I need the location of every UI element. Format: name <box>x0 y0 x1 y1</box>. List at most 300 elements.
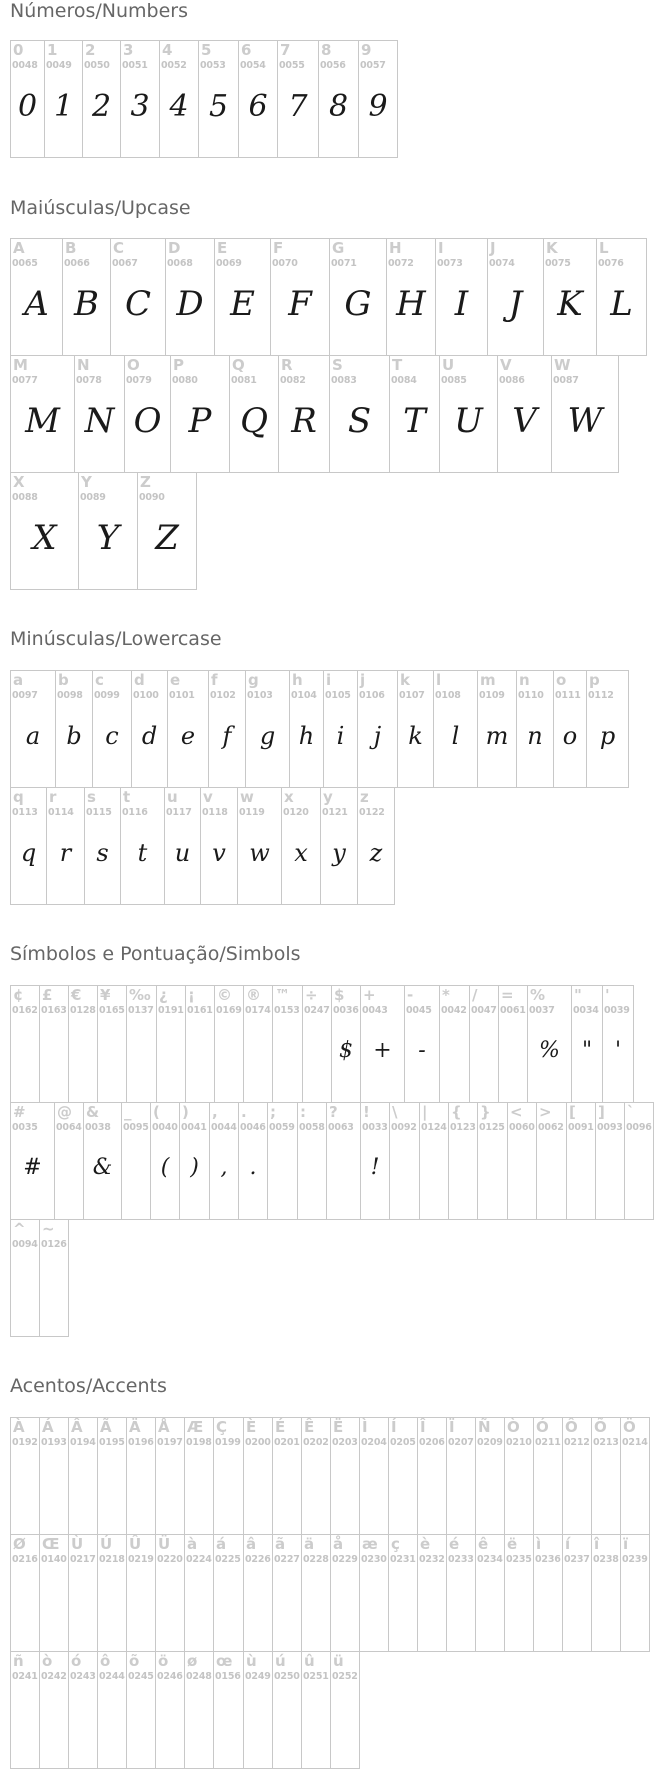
glyph-sample: - <box>418 1037 426 1063</box>
char-code: 0045 <box>406 1005 432 1016</box>
glyph-cell-0108 <box>433 670 478 788</box>
glyph-label: Ñ <box>478 1418 491 1436</box>
char-code: 0205 <box>390 1437 416 1448</box>
glyph-sample: C <box>124 284 151 325</box>
glyph-cell-0209 <box>475 1417 505 1535</box>
glyph-cell-0039 <box>602 985 634 1103</box>
glyph-sample: r <box>59 838 72 867</box>
glyph-label: # <box>13 1103 26 1121</box>
glyph-cell-0034 <box>571 985 603 1103</box>
glyph-cell-0061 <box>498 985 528 1103</box>
char-code: 0055 <box>279 60 305 71</box>
char-code: 0112 <box>588 690 614 701</box>
glyph-cell-0229 <box>330 1534 360 1652</box>
glyph-cell-0088 <box>10 472 79 590</box>
char-code: 0200 <box>245 1437 271 1448</box>
glyph-sample: N <box>84 401 115 442</box>
glyph-label: $ <box>334 986 345 1004</box>
glyph-label: é <box>449 1535 460 1553</box>
char-code: 0092 <box>391 1122 417 1133</box>
char-code: 0053 <box>200 60 226 71</box>
glyph-label: x <box>284 788 294 806</box>
char-code: 0062 <box>538 1122 564 1133</box>
char-code: 0051 <box>122 60 148 71</box>
glyph-cell-0162 <box>10 985 40 1103</box>
glyph-label: ò <box>42 1652 53 1670</box>
char-code: 0211 <box>535 1437 561 1448</box>
char-code: 0064 <box>56 1122 82 1133</box>
glyph-label: Å <box>158 1418 170 1436</box>
glyph-cell-0042 <box>439 985 470 1103</box>
glyph-label: Í <box>391 1418 397 1436</box>
glyph-label: í <box>565 1535 571 1553</box>
glyph-label: B <box>65 239 77 257</box>
glyph-label: & <box>86 1103 100 1121</box>
char-code: 0083 <box>331 375 357 386</box>
char-code: 0228 <box>303 1554 329 1565</box>
char-code: 0059 <box>269 1122 295 1133</box>
glyph-cell-0227 <box>272 1534 302 1652</box>
char-code: 0084 <box>391 375 417 386</box>
glyph-sample: t <box>137 838 148 867</box>
char-code: 0043 <box>362 1005 388 1016</box>
char-code: 0116 <box>122 807 148 818</box>
glyph-cell-0194 <box>68 1417 98 1535</box>
char-code: 0109 <box>479 690 505 701</box>
glyph-sample: B <box>74 284 99 325</box>
glyph-sample: l <box>451 721 460 750</box>
glyph-cell-0205 <box>388 1417 418 1535</box>
glyph-sample: 4 <box>169 88 189 124</box>
glyph-label: g <box>248 671 259 689</box>
glyph-label: ™ <box>275 986 290 1004</box>
glyph-sample: y <box>332 838 346 867</box>
glyph-label: Ã <box>100 1418 112 1436</box>
glyph-cell-0251 <box>301 1651 331 1769</box>
char-code: 0137 <box>128 1005 154 1016</box>
char-code: 0087 <box>553 375 579 386</box>
glyph-label: ë <box>507 1535 518 1553</box>
glyph-label: Î <box>420 1418 426 1436</box>
char-code: 0119 <box>239 807 265 818</box>
glyph-sample: I <box>454 284 469 325</box>
glyph-cell-0169 <box>214 985 244 1103</box>
glyph-sample: H <box>396 284 426 325</box>
glyph-cell-0094 <box>10 1219 40 1337</box>
char-code: 0035 <box>12 1122 38 1133</box>
glyph-label: Ü <box>158 1535 171 1553</box>
glyph-cell-0079 <box>124 355 171 473</box>
glyph-label: 6 <box>241 41 252 59</box>
glyph-label: ê <box>478 1535 489 1553</box>
glyph-cell-0035 <box>10 1102 55 1220</box>
glyph-cell-0059 <box>267 1102 298 1220</box>
glyph-sample: U <box>454 401 483 442</box>
glyph-sample: T <box>403 401 426 442</box>
glyph-label: q <box>13 788 24 806</box>
char-code: 0075 <box>545 258 571 269</box>
glyph-cell-0056 <box>318 40 359 158</box>
glyph-cell-0140 <box>39 1534 69 1652</box>
glyph-label: R <box>281 356 293 374</box>
char-code: 0108 <box>435 690 461 701</box>
glyph-label: Q <box>232 356 245 374</box>
char-code: 0193 <box>41 1437 67 1448</box>
glyph-cell-0113 <box>10 787 47 905</box>
char-code: 0104 <box>291 690 317 701</box>
glyph-cell-0085 <box>439 355 498 473</box>
glyph-cell-0156 <box>213 1651 244 1769</box>
glyph-label: < <box>510 1103 523 1121</box>
glyph-sample: f <box>222 721 232 750</box>
glyph-label: a <box>13 671 24 689</box>
glyph-label: 7 <box>280 41 291 59</box>
glyph-label: Ç <box>216 1418 228 1436</box>
glyph-label: v <box>203 788 213 806</box>
char-code: 0079 <box>126 375 152 386</box>
glyph-cell-0095 <box>121 1102 151 1220</box>
glyph-cell-0224 <box>184 1534 214 1652</box>
char-code: 0128 <box>70 1005 96 1016</box>
char-code: 0216 <box>12 1554 38 1565</box>
glyph-cell-0216 <box>10 1534 40 1652</box>
char-code: 0236 <box>535 1554 561 1565</box>
glyph-cell-0078 <box>74 355 125 473</box>
glyph-cell-0102 <box>208 670 246 788</box>
char-code: 0197 <box>157 1437 183 1448</box>
char-code: 0111 <box>555 690 581 701</box>
glyph-cell-0069 <box>214 238 271 356</box>
glyph-sample: 0 <box>17 88 38 124</box>
char-code: 0094 <box>12 1239 38 1250</box>
glyph-cell-0237 <box>562 1534 592 1652</box>
char-code: 0110 <box>518 690 544 701</box>
glyph-cell-0060 <box>507 1102 537 1220</box>
char-code: 0113 <box>12 807 38 818</box>
glyph-sample: p <box>599 721 616 750</box>
glyph-label: - <box>407 986 414 1004</box>
glyph-label: M <box>13 356 28 374</box>
char-code: 0061 <box>500 1005 526 1016</box>
glyph-cell-0212 <box>562 1417 592 1535</box>
char-code: 0235 <box>506 1554 532 1565</box>
glyph-label: ä <box>304 1535 315 1553</box>
char-code: 0072 <box>388 258 414 269</box>
glyph-cell-0125 <box>477 1102 508 1220</box>
char-code: 0210 <box>506 1437 532 1448</box>
glyph-label: Ò <box>507 1418 520 1436</box>
glyph-sample: A <box>24 284 49 325</box>
char-code: 0078 <box>76 375 102 386</box>
char-code: 0248 <box>186 1671 212 1682</box>
char-code: 0174 <box>245 1005 271 1016</box>
glyph-sample: 1 <box>53 88 74 124</box>
glyph-label: I <box>438 239 444 257</box>
glyph-label: î <box>594 1535 600 1553</box>
glyph-label: O <box>127 356 140 374</box>
glyph-label: Ä <box>129 1418 141 1436</box>
glyph-sample: J <box>508 284 523 325</box>
glyph-cell-0200 <box>243 1417 273 1535</box>
glyph-cell-0043 <box>360 985 405 1103</box>
glyph-label: ( <box>153 1103 160 1121</box>
glyph-label: * <box>442 986 450 1004</box>
glyph-label: ñ <box>13 1652 24 1670</box>
glyph-cell-0218 <box>97 1534 127 1652</box>
glyph-sample: j <box>373 721 382 750</box>
char-code: 0071 <box>331 258 357 269</box>
glyph-cell-0111 <box>553 670 587 788</box>
char-code: 0201 <box>274 1437 300 1448</box>
glyph-label: z <box>360 788 369 806</box>
glyph-cell-0119 <box>237 787 282 905</box>
glyph-cell-0072 <box>386 238 436 356</box>
char-code: 0057 <box>360 60 386 71</box>
glyph-label: À <box>13 1418 25 1436</box>
glyph-cell-0137 <box>126 985 157 1103</box>
glyph-label: V <box>500 356 512 374</box>
char-code: 0203 <box>332 1437 358 1448</box>
glyph-label: ù <box>246 1652 257 1670</box>
char-code: 0225 <box>215 1554 241 1565</box>
glyph-sample: q <box>20 838 37 867</box>
glyph-sample: D <box>176 284 204 325</box>
glyph-label: æ <box>362 1535 378 1553</box>
glyph-cell-0096 <box>624 1102 654 1220</box>
char-code: 0232 <box>419 1554 445 1565</box>
glyph-label: % <box>530 986 546 1004</box>
glyph-label: Á <box>42 1418 54 1436</box>
glyph-label: } <box>480 1103 491 1121</box>
glyph-cell-0124 <box>419 1102 449 1220</box>
glyph-cell-0246 <box>155 1651 185 1769</box>
glyph-label: { <box>451 1103 462 1121</box>
glyph-label: t <box>123 788 131 806</box>
glyph-cell-0044 <box>209 1102 239 1220</box>
glyph-label: ] <box>598 1103 605 1121</box>
glyph-sample: a <box>25 721 41 750</box>
glyph-label: â <box>246 1535 257 1553</box>
glyph-cell-0051 <box>120 40 160 158</box>
glyph-cell-0219 <box>126 1534 156 1652</box>
glyph-label: © <box>217 986 232 1004</box>
glyph-label: 8 <box>321 41 332 59</box>
char-code: 0153 <box>274 1005 300 1016</box>
glyph-cell-0244 <box>97 1651 127 1769</box>
glyph-sample: ' <box>614 1037 622 1063</box>
glyph-cell-0065 <box>10 238 63 356</box>
char-code: 0082 <box>280 375 306 386</box>
char-code: 0047 <box>471 1005 497 1016</box>
glyph-cell-0210 <box>504 1417 534 1535</box>
char-code: 0074 <box>489 258 515 269</box>
glyph-cell-0036 <box>331 985 361 1103</box>
glyph-label: 5 <box>201 41 212 59</box>
char-code: 0039 <box>604 1005 630 1016</box>
char-code: 0238 <box>593 1554 619 1565</box>
glyph-label: ~ <box>42 1220 55 1238</box>
glyph-cell-0070 <box>270 238 330 356</box>
glyph-cell-0050 <box>82 40 121 158</box>
glyph-label: i <box>326 671 332 689</box>
char-code: 0063 <box>328 1122 354 1133</box>
char-code: 0103 <box>247 690 273 701</box>
glyph-label: 4 <box>162 41 173 59</box>
glyph-label: , <box>212 1103 218 1121</box>
char-code: 0198 <box>186 1437 212 1448</box>
char-code: 0041 <box>181 1122 207 1133</box>
char-code: 0251 <box>303 1671 329 1682</box>
char-code: 0226 <box>245 1554 271 1565</box>
glyph-label: L <box>599 239 609 257</box>
glyph-cell-0226 <box>243 1534 273 1652</box>
glyph-label: Æ <box>187 1418 204 1436</box>
glyph-cell-0234 <box>475 1534 505 1652</box>
char-code: 0245 <box>128 1671 154 1682</box>
glyph-sample: G <box>344 284 372 325</box>
char-code: 0060 <box>509 1122 535 1133</box>
glyph-sample: d <box>141 721 158 750</box>
char-code: 0140 <box>41 1554 67 1565</box>
glyph-label: n <box>519 671 530 689</box>
glyph-sample: Y <box>96 518 120 559</box>
char-code: 0037 <box>529 1005 555 1016</box>
char-code: 0242 <box>41 1671 67 1682</box>
char-code: 0244 <box>99 1671 125 1682</box>
glyph-cell-0206 <box>417 1417 447 1535</box>
glyph-cell-0047 <box>469 985 499 1103</box>
char-code: 0249 <box>245 1671 271 1682</box>
section-title: Números/Numbers <box>10 0 188 22</box>
glyph-cell-0122 <box>357 787 395 905</box>
glyph-cell-0110 <box>516 670 554 788</box>
glyph-label: @ <box>57 1103 72 1121</box>
char-code: 0233 <box>448 1554 474 1565</box>
glyph-cell-0204 <box>359 1417 389 1535</box>
glyph-label: ) <box>182 1103 189 1121</box>
char-code: 0247 <box>304 1005 330 1016</box>
char-code: 0196 <box>128 1437 154 1448</box>
char-code: 0194 <box>70 1437 96 1448</box>
glyph-label: K <box>546 239 558 257</box>
glyph-cell-0201 <box>272 1417 302 1535</box>
char-code: 0118 <box>202 807 228 818</box>
glyph-label: u <box>167 788 178 806</box>
glyph-label: Ê <box>304 1418 315 1436</box>
char-code: 0073 <box>437 258 463 269</box>
char-code: 0070 <box>272 258 298 269</box>
glyph-cell-0087 <box>551 355 619 473</box>
glyph-sample: E <box>230 284 255 325</box>
glyph-label: l <box>436 671 442 689</box>
glyph-label: Y <box>81 473 92 491</box>
glyph-sample: S <box>347 401 372 442</box>
char-code: 0091 <box>568 1122 594 1133</box>
glyph-cell-0086 <box>497 355 552 473</box>
glyph-cell-0055 <box>277 40 319 158</box>
glyph-label: œ <box>216 1652 233 1670</box>
glyph-sample: g <box>259 721 276 750</box>
glyph-cell-0063 <box>326 1102 361 1220</box>
glyph-cell-0196 <box>126 1417 156 1535</box>
glyph-sample: 5 <box>208 88 229 124</box>
glyph-label: Ö <box>623 1418 636 1436</box>
glyph-label: Z <box>140 473 151 491</box>
glyph-label: E <box>217 239 228 257</box>
glyph-label: [ <box>569 1103 576 1121</box>
glyph-label: ó <box>71 1652 82 1670</box>
glyph-label: N <box>77 356 90 374</box>
glyph-label: õ <box>129 1652 140 1670</box>
glyph-cell-0071 <box>329 238 387 356</box>
glyph-label: _ <box>124 1103 132 1121</box>
glyph-label: 9 <box>361 41 372 59</box>
glyph-sample: L <box>610 284 633 325</box>
glyph-sample: V <box>512 401 537 442</box>
glyph-cell-0109 <box>477 670 517 788</box>
glyph-label: ¡ <box>188 986 195 1004</box>
char-code: 0124 <box>421 1122 447 1133</box>
glyph-sample: R <box>291 401 317 442</box>
glyph-cell-0117 <box>164 787 201 905</box>
glyph-label: û <box>304 1652 315 1670</box>
char-code: 0246 <box>157 1671 183 1682</box>
glyph-label: A <box>13 239 25 257</box>
glyph-sample: K <box>557 284 583 325</box>
glyph-label: / <box>472 986 478 1004</box>
glyph-cell-0082 <box>278 355 330 473</box>
section-title: Acentos/Accents <box>10 1375 167 1397</box>
glyph-label: = <box>501 986 514 1004</box>
char-code: 0098 <box>57 690 83 701</box>
char-code: 0058 <box>299 1122 325 1133</box>
glyph-label: Œ <box>42 1535 60 1553</box>
glyph-cell-0104 <box>289 670 324 788</box>
char-code: 0042 <box>441 1005 467 1016</box>
char-code: 0241 <box>12 1671 38 1682</box>
glyph-sample: 7 <box>288 88 308 124</box>
glyph-label: à <box>187 1535 198 1553</box>
char-code: 0122 <box>359 807 385 818</box>
glyph-cell-0062 <box>536 1102 567 1220</box>
glyph-cell-0193 <box>39 1417 69 1535</box>
glyph-sample: m <box>485 721 509 750</box>
glyph-label: ¢ <box>13 986 24 1004</box>
glyph-cell-0197 <box>155 1417 185 1535</box>
char-code: 0120 <box>283 807 309 818</box>
char-code: 0234 <box>477 1554 503 1565</box>
char-code: 0054 <box>240 60 266 71</box>
glyph-cell-0203 <box>330 1417 360 1535</box>
char-code: 0052 <box>161 60 187 71</box>
glyph-cell-0242 <box>39 1651 69 1769</box>
glyph-sample: O <box>133 401 162 442</box>
glyph-cell-0191 <box>156 985 186 1103</box>
glyph-cell-0247 <box>302 985 332 1103</box>
glyph-label: P <box>173 356 184 374</box>
glyph-cell-0048 <box>10 40 45 158</box>
glyph-cell-0232 <box>417 1534 447 1652</box>
glyph-cell-0066 <box>62 238 111 356</box>
char-code: 0192 <box>12 1437 38 1448</box>
glyph-label: G <box>332 239 345 257</box>
char-code: 0106 <box>359 690 385 701</box>
glyph-cell-0067 <box>110 238 166 356</box>
char-code: 0100 <box>133 690 159 701</box>
char-code: 0097 <box>12 690 38 701</box>
glyph-label: ? <box>329 1103 338 1121</box>
glyph-sample: v <box>212 838 226 867</box>
